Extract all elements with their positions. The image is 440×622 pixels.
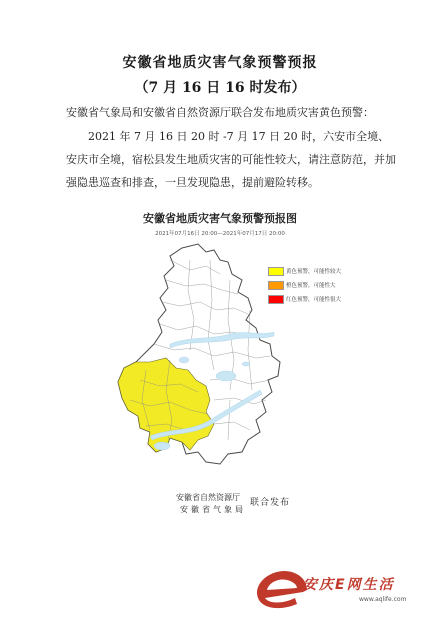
legend-label-red: 红色预警，可能性很大: [286, 297, 342, 303]
announcement-body: 2021 年 7 月 16 日 20 时 -7 月 17 日 20 时，六安市全境、安庆市全境，宿松县发生地质灾害的可能性较大，请注意防范，并加强隐患巡查和排查，一旦发现隐患，提前避险转移。: [66, 130, 396, 189]
legend-swatch-yellow: [268, 267, 284, 276]
legend-item-yellow: [268, 264, 341, 278]
map-title: 安徽省地质灾害气象预警预报图: [143, 212, 297, 225]
map-legend: [268, 264, 341, 306]
document-title: 安徽省地质灾害气象预警预报: [122, 55, 318, 71]
legend-swatch-orange: [268, 281, 284, 290]
legend-label-orange: 橙色预警，可能性大: [286, 283, 336, 289]
document-subtitle: （7 月 16 日 16 时发布）: [134, 80, 306, 96]
watermark-url: www.aqlife.com: [359, 596, 407, 603]
legend-swatch-red: [268, 295, 284, 304]
watermark: [247, 560, 432, 612]
issuer-joint-release: 联合发布: [250, 498, 291, 508]
watermark-text: 安庆E网生活: [303, 577, 395, 593]
map-time-range: 2021年07月16日 20:00—2021年07月17日 20:00: [155, 231, 285, 237]
issuer-natural-resources: 安徽省自然资源厅: [176, 493, 240, 502]
announcement-intro: 安徽省气象局和安徽省自然资源厅联合发布地质灾害黄色预警：: [66, 106, 374, 119]
legend-item-red: [268, 292, 341, 306]
anhui-map: [110, 240, 290, 475]
legend-item-orange: [268, 278, 341, 292]
legend-label-yellow: 黄色预警，可能性较大: [286, 269, 342, 275]
issuer-meteorological: 安徽省气象局: [180, 505, 246, 514]
